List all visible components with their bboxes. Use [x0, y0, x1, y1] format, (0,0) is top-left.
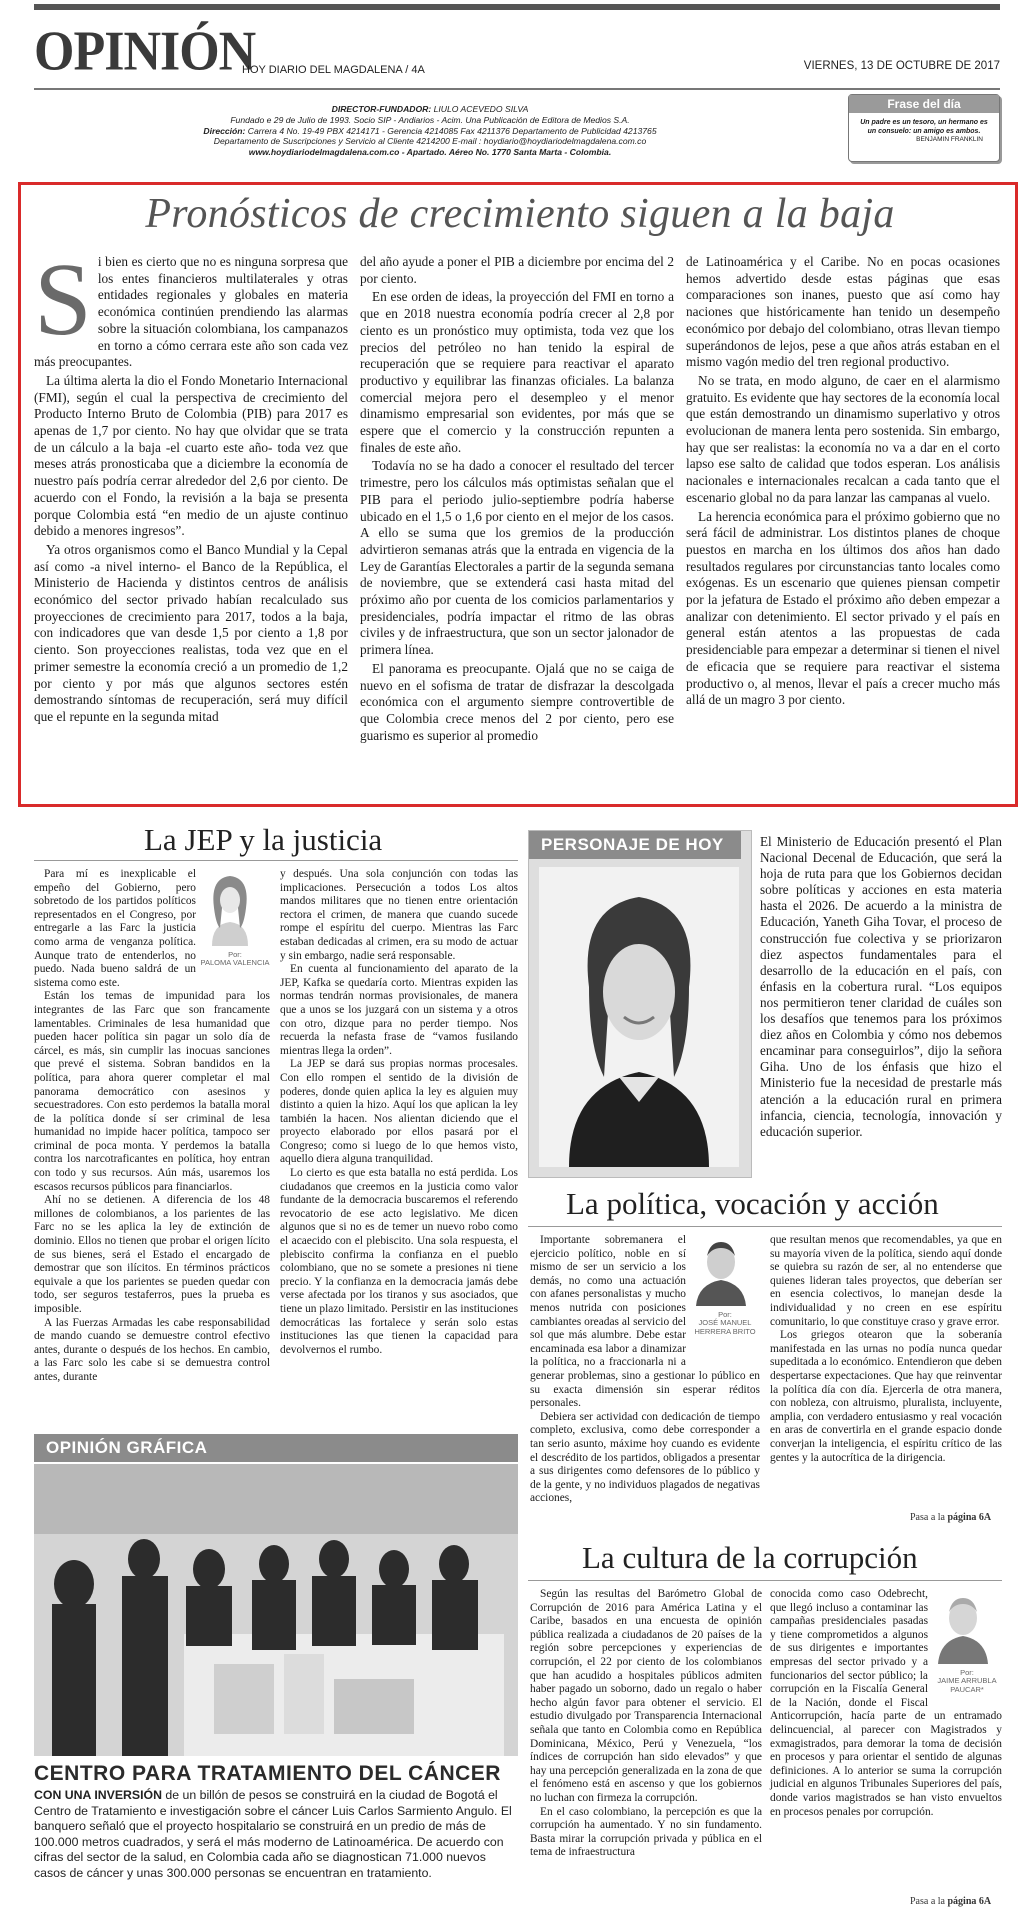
credits-line-2: Carrera 4 No. 19-49 PBX 4214171 - Gerencia 4214085 Fax 4211376 Departamento de Publicidad 4213765	[247, 125, 657, 136]
corrupcion-title-rule	[528, 1580, 1002, 1581]
jep-paragraph: La JEP se dará sus propias normas procesales. Con ello rompen el sentido de la división de poderes, donde quien aplica la ley es alguien muy distinto a quien la hizo. Aquí los que aplican la ley también la hacen. Nos alientan diciendo que el proyecto elaborado por ellos pasará por el Congreso; como si luego de lo que hemos visto, aquello diera alguna tranquilidad.	[280, 1058, 518, 1166]
grafica-caption	[34, 1788, 518, 1881]
paper-name: HOY DIARIO DEL MAGDALENA / 4A	[242, 64, 425, 76]
editorial-paragraph: del año ayude a poner el PIB a diciembre por encima del 2 por ciento.	[360, 254, 674, 286]
credits-line-1: Fundado e 29 de Julio de 1993. Socio SIP - Andiarios - Acim. Una Publicación de Editora de Medios S.A.	[230, 114, 630, 125]
editorial-title: Pronósticos de crecimiento siguen a la baja	[145, 191, 895, 237]
corrupcion-paragraph: En el caso colombiano, la percepción es que la corrupción ha aumentado. Y no sin fundamento. Basta mirar la corrupción privada y pública en el tema de infraestructura	[530, 1805, 762, 1859]
grafica-photo	[34, 1464, 518, 1756]
corrupcion-continued	[910, 1896, 991, 1907]
jep-title: La JEP y la justicia	[144, 822, 383, 857]
editorial-paragraph: de Latinoamérica y el Caribe. No en pocas ocasiones hemos advertido desde estas páginas que esas comparaciones son inanes, puesto que así como hay naciones que históricamente han tenido un desempeño económico por debajo del colombiano, otras llevan tiempo superándonos de lejos, pese a que años atrás estaban en el mismo vagón medio del tren regional productivo.	[686, 254, 1000, 370]
top-rule	[34, 4, 1000, 10]
quote-author: BENJAMIN FRANKLIN	[916, 136, 983, 143]
personaje-header: PERSONAJE DE HOY	[529, 831, 741, 859]
politica-title: La política, vocación y acción	[566, 1186, 939, 1221]
grafica-text: de un billón de pesos se construirá en la ciudad de Bogotá el Centro de Tratamiento e investigación sobre el cáncer Luis Carlos Sarmiento Angulo. El banquero señaló que el proyecto hospitalario se construirá en un predio de más de 100.000 metros cuadrados, y será el más moderno de Latinoamérica. De acuerdo con cifras del sector de la salud, en Colombia cada año se diagnostican 71.000 nuevos casos de cáncer y unas 300.000 personas se encuentran en tratamiento.	[34, 1788, 512, 1880]
building-model-photo-icon	[34, 1464, 518, 1756]
editorial-paragraph: La herencia económica para el próximo gobierno que no será fácil de administrar. Los distintos planes de choque puestos en marcha en los últimos dos años han dado resultados regulares por circunstancias tanto locales como exógenas. Es un escenario que quienes piensan competir por la jefatura de Estado el próximo año deben empezar a analizar con detenimiento. El sector privado y el país en general están atentos a las propuestas de cada presidenciable para empezar a determinar si tienen el nivel de eficacia que se requiere para reactivar el sistema productivo o, al menos, llevar el país a crecer mucho más allá de un magro 3 por ciento.	[686, 508, 1000, 708]
editorial-paragraph: El panorama es preocupante. Ojalá que no se caiga de nuevo en el sofisma de tratar de disfrazar la descolgada económica con el argumento siempre controvertible de que Colombia crece menos del 2 por ciento, pero ese guarismo es superior al promedio	[360, 660, 674, 743]
editorial-column-1	[34, 242, 348, 728]
corrupcion-paragraph: conocida como caso Odebrecht, que llegó incluso a contaminar las campañas presidenciales pasadas y tiene comprometidos a algunos de sus dirigentes e importantes empresas del sector privado y a funcionarios del sector público; la corrupción en la Fiscalía General de la Nación, donde el Fiscal Anticorrupción, hacía parte de un entramado delincuencial, al parecer con Magistrados y exmagistrados, para demorar la toma de decisión en procesos y para orientar el sentido de algunas definiciones. A lo anterior se suma la corrupción judicial en algunos Tribunales Superiores del país, donde varios magistrados se han visto envueltos en procesos penales por corrupción.	[770, 1588, 1002, 1818]
author-portrait-icon	[932, 1588, 994, 1664]
corrupcion-column-1	[530, 1588, 762, 1860]
corrupcion-author-block	[932, 1588, 1002, 1708]
corrupcion-pasa-page: página 6A	[947, 1896, 992, 1907]
politica-continued	[910, 1512, 991, 1523]
grafica-title: CENTRO PARA TRATAMIENTO DEL CÁNCER	[34, 1762, 501, 1785]
jep-paragraph: y después. Una sola conjunción con todas las implicaciones. Persecución a todos Los altos mandos militares que no tienen entre orientación rectora el crimen, de manera que cuando sucede rompe el espíritu del cuerpo. Mientras las Farc estaban dedicadas al crimen, era su modo de actuar y sin embargo, nadie será responsable.	[280, 868, 518, 962]
corrupcion-author-by: Por:	[960, 1667, 974, 1677]
personaje-text: El Ministerio de Educación presentó el Plan Nacional Decenal de Educación, que será la hoja de ruta para que los Gobiernos decidan sobre políticas y acciones en esta materia hasta el 2026. De acuerdo a la ministra de Educación, Yaneth Giha Tovar, el proceso de construcción fue colectiva y se priorizaron diez aspectos fundamentales para el desarrollo de la educación en el país, con énfasis en la cobertura rural. “Los equipos nos permitieron tener claridad de cuáles son los desafíos que tenemos para los próximos diez años en Colombia y cómo nos debemos encaminar para conseguirlos”, dijo la señora Giha. Uno de los énfasis que hizo el Ministerio fue la necesidad de prestarle más atención a la educación rural en primera infancia, ciencia, tecnología, innovación y educación superior.	[760, 834, 1002, 1139]
editorial-dropcap: S	[34, 242, 92, 357]
politica-author-block	[690, 1234, 760, 1358]
editorial-paragraph: No se trata, en modo alguno, de caer en el alarmismo gratuito. Es evidente que hay sectores de la economía local que están demostrando un dinamismo superlativo y otros evolucionan de manera lenta pero sostenida. Sin embargo, hay que ser realistas: la economía no va a dar en el corto lapso ese salto de calidad que todos esperan. Los análisis nacionales e internacionales recalcan a cada tanto que el escenario global no da para lanzar las campanas al vuelo.	[686, 372, 1000, 505]
politica-paragraph: que resultan menos que recomendables, ya que en su mayoría viven de la política, siendo aquí donde se quiebra su razón de ser, al no entenderse que quienes lideran tales proyectos, que deberían ser en esencia colectivos, lo manejan desde la individualidad y no creen en ese espíritu comunitario, lo que constituye craso y grave error.	[770, 1234, 1002, 1328]
editorial-column-3	[686, 254, 1000, 711]
address-label: Dirección:	[203, 125, 246, 136]
jep-author-block	[200, 868, 270, 978]
jep-paragraph: Ahí no se detienen. A diferencia de los 48 millones de colombianos, a los parientes de las Farc no se les aplica la ley de extinción de dominio. Ellos no tienen que probar el origen lícito de sus bienes, será el Estado el encargado de demostrar que son ilícitos. En términos prácticos equivale a que los parientes se pueden quedar con todo, ser seguros testaferros, pues la prueba es imposible.	[34, 1194, 270, 1315]
corrupcion-paragraph: Según las resultas del Barómetro Global de Corrupción de 2016 para América Latina y el Caribe, basados en una encuesta de opinión pública realizada a ciudadanos de 20 países de la región sobre percepciones y experiencias de corrupción, el 22 por ciento de los colombianos que han acudido a hospitales públicos admiten haber pagado un soborno, dado un regalo o haber hecho algún favor para obtener el servicio. El estudio divulgado por Transparencia Internacional señala que tanto en Colombia como en República Dominicana, México, Perú y Venezuela, “los índices de corrupción han sido elevados” y que hay una percepción generalizada en la zona de que el fenómeno está en ascenso y que los gobiernos no luchan con firmeza la corrupción.	[530, 1588, 762, 1804]
politica-paragraph: Debiera ser actividad con dedicación de tiempo completo, exclusiva, como debe corresponder a tan serio asunto, máxime hoy cuando es evidente el descrédito de los partidos, obligados a presentar a sus dirigentes como defensores de lo público y de la gente, y no individuos plagados de negativas acciones,	[530, 1410, 760, 1505]
editorial-paragraph: Todavía no se ha dado a conocer el resultado del tercer trimestre, pero los cálculos más optimistas señalan que el PIB para el periodo julio-septiembre podría haberse ubicado en el 1,5 o 1,6 por ciento en el mejor de los casos. A ello se suma que los gremios de la producción advirtieron semanas atrás que la entrada en vigencia de la Ley de Garantías Electorales a partir de la segunda semana de noviembre, que se extenderá casi hasta mitad del próximo año por cuenta de los comicios parlamentarios y presidenciales, podría impactar el ritmo de las obras civiles y de infraestructura, que son un sector jalonador de primera línea.	[360, 458, 674, 658]
personaje-portrait-icon	[539, 867, 739, 1167]
author-portrait-icon	[690, 1234, 752, 1306]
corrupcion-pasa-label: Pasa a la	[910, 1896, 945, 1907]
jep-paragraph: Lo cierto es que esta batalla no está perdida. Los ciudadanos que creemos en la justicia como valor fundante de la democracia buscaremos el referendo revocatorio de ese acto legislativo. Me dicen algunos que si no es de temer un nuevo robo como el acaecido con el plebiscito. Una sola respuesta, el plebiscito confirma la confianza en el pueblo colombiano, que no se somete a presiones ni tiene precio. Y la confianza en la democracia jamás debe verse afectada por los tiranos y sus asociados, que tiene un plazo limitado. Persistir en las instituciones democráticas las fortalece y serán solo estas instituciones las que tienen la capacidad para devolvernos el rumbo.	[280, 1167, 518, 1356]
editorial-column-2	[360, 254, 674, 746]
jep-title-rule	[34, 860, 518, 861]
credits-line-4: www.hoydiariodelmagdalena.com.co - Apartado. Aéreo No. 1770 Santa Marta - Colombia.	[248, 147, 612, 158]
corrupcion-title: La cultura de la corrupción	[582, 1540, 918, 1575]
personaje-photo-frame	[528, 830, 752, 1178]
politica-pasa-label: Pasa a la	[910, 1512, 945, 1523]
corrupcion-column-2	[770, 1588, 1002, 1819]
politica-paragraph: Los griegos otearon que la soberanía manifestada en las urnas no podía nunca quedar supeditada a lo económico. Entendieron que deben despertarse expectaciones. Que hay que reinventar la política día con día. Ejercerla de otra manera, con nobleza, con altruismo, pluralista, incluyente, amplia, con verdadero entusiasmo y real vocación en aras de convertirla en el grande espacio donde converjan la inteligencia, el espíritu crítico de las gentes y la autocrítica de la dirigencia.	[770, 1329, 1002, 1464]
quote-box-title: Frase del día	[849, 95, 999, 113]
jep-paragraph: A las Fuerzas Armadas les cabe responsabilidad de mando cuando se demuestre control efectivo antes, durante o después de los hechos. En cambio, a las Farc solo les cabe si se demuestra control antes, durante	[34, 1316, 270, 1383]
director-name: LIULO ACEVEDO SILVA	[433, 104, 529, 114]
grafica-lead: CON UNA INVERSIÓN	[34, 1788, 162, 1802]
politica-title-rule	[528, 1226, 1002, 1227]
politica-pasa-page: página 6A	[947, 1512, 992, 1523]
editorial-paragraph: La última alerta la dio el Fondo Monetario Internacional (FMI), según el cual la perspectiva de crecimiento del Producto Interno Bruto de Colombia (PIB) para 2017 es apenas de 1,7 por ciento. No hay que olvidar que se trata de un cálculo a la baja -el cuarto este año- toda vez que meses atrás pronosticaba que a diciembre la economía de nuestro país podría cerrar alrededor del 2,6 por ciento. De acuerdo con el Fondo, la revisión a la baja se presenta porque Colombia está “en medio de un ajuste continuo debido a menores ingresos”.	[34, 372, 348, 539]
author-portrait-icon	[200, 868, 260, 946]
quote-of-the-day-box	[848, 94, 1000, 162]
politica-author-name: JOSÉ MANUEL HERRERA BRITO	[694, 1318, 756, 1336]
header-divider	[34, 88, 1000, 90]
jep-paragraph: En cuenta al funcionamiento del aparato de la JEP, Kafka se quedaría corto. Mientras expiden las normas tendrán normas provisionales, de manera que a unos se los juzgará con un sistema y a otros con otro, dizque para no perder tiempo. Nos recuerda la nefasta frase de “vamos fusilando mientras llega la orden”.	[280, 963, 518, 1057]
jep-paragraph: Están los temas de impunidad para los integrantes de las Farc que son francamente lamentables. Criminales de lesa humanidad que pueden hacer política sin pagar un solo día de cárcel, es más, sin cumplir las inocuas sanciones que prevé el sistema. Sobran bandidos en la política, para ahora querer completar el mal panorama democrático con asesinos y secuestradores. Con esto perdemos la batalla moral de la política donde sí ser criminal de lesa humanidad no impide hacer política, tampoco ser criminal de poca monta. Y perdemos la batalla contra los narcotraficantes en política, hoy entran con todo y sus recursos. Aún más, usaremos los escasos recursos públicos para financiarlos.	[34, 990, 270, 1193]
politica-column-1	[530, 1234, 760, 1506]
jep-author-by: Por:	[228, 949, 242, 959]
jep-column-1	[34, 868, 270, 1385]
director-label: DIRECTOR-FUNDADOR:	[331, 104, 432, 114]
quote-text: Un padre es un tesoro, un hermano es un consuelo: un amigo es ambos.	[860, 119, 988, 135]
editorial-paragraph: Ya otros organismos como el Banco Mundial y la Cepal así como -a nivel interno- el Banco de la República, el Ministerio de Hacienda y distintos centros de análisis económico del sector privado habían recalculado sus proyecciones de crecimiento para 2017, todos a la baja, con indicadores que van desde 1,5 por ciento a 1,8 por ciento. Son proyecciones realistas, toda vez que en el primer semestre la economía creció a un promedio de 1,2 por ciento y por más que algunos sectores estén demostrando síntomas de recuperación, será muy difícil que el repunte en la segunda mitad	[34, 541, 348, 724]
grafica-header: OPINIÓN GRÁFICA	[34, 1434, 518, 1462]
editorial-paragraph: i bien es cierto que no es ninguna sorpresa que los entes financieros multilaterales y otras entidades regionales y globales en materia económica continúen prendiendo las alarmas sobre la situación colombiana, los campanazos en torno a cómo cerrara este año son cada vez más preocupantes.	[34, 254, 348, 370]
politica-paragraph: Importante sobremanera el ejercicio político, noble en sí mismo de ser un servicio a los demás, no como una actuación con afanes personalistas y mucho menos nutrida con posiciones cambiantes oreadas al servicio del sol que más alumbre. Debe estar encaminada esa labor a dinamizar la política, no a fraccionarla ni a generar problemas, sino a gestionar lo público en su exacta dimensión sin esperar réditos personales.	[530, 1234, 760, 1410]
jep-column-2	[280, 868, 518, 1357]
corrupcion-author-name: JAIME ARRUBLA PAUCAR*	[937, 1676, 997, 1694]
jep-author-name: PALOMA VALENCIA	[200, 958, 270, 968]
jep-paragraph: Para mí es inexplicable el empeño del Gobierno, pero sobretodo de los partidos políticos representados en el Congreso, por entregarle a las Farc la justicia como arma de venganza política. Aunque trato de entenderlos, no puedo. Nada bueno saldrá de un sistema como este.	[34, 868, 196, 989]
issue-date: VIERNES, 13 DE OCTUBRE DE 2017	[803, 60, 1000, 72]
credits-line-3: Departamento de Suscripciones y Servicio al Cliente 4214200 E-mail : hoydiario@hoydiariodelmagdalena.com.co	[213, 136, 647, 147]
politica-author-by: Por:	[718, 1309, 732, 1319]
section-title: OPINIÓN	[34, 20, 256, 83]
publisher-credits	[110, 104, 750, 158]
politica-column-2	[770, 1234, 1002, 1465]
editorial-paragraph: En ese orden de ideas, la proyección del FMI en torno a que en 2018 nuestra economía podría crecer al 2,8 por ciento es un pronóstico muy optimista, toda vez que los precios del petróleo no han tenido la espiral de recuperación que se requiere para reactivar el aparato productivo y equilibrar las finanzas oficiales. La balanza comercial mejora pero el desempleo y el menor dinamismo empresarial son evidentes, por más que se espere que el comercio y la construcción repunten a finales de este año.	[360, 289, 674, 455]
